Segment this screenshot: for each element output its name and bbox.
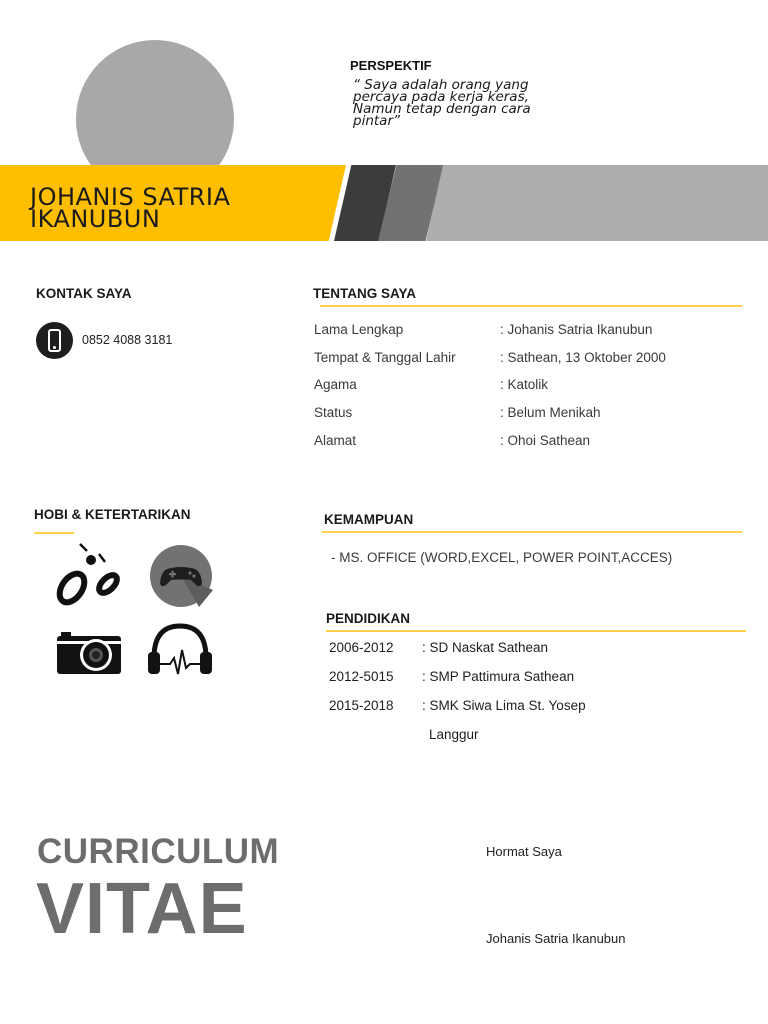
education-school-continuation: Langgur [429, 727, 479, 742]
headphones-icon [146, 620, 214, 678]
about-title-underline [320, 305, 742, 307]
about-value-status: : Belum Menikah [500, 405, 601, 420]
about-value-religion: : Katolik [500, 377, 549, 392]
skills-title-underline [322, 531, 742, 533]
education-year: 2015-2018 [329, 698, 394, 713]
perspective-line: Namun tetap dengan cara [353, 101, 531, 117]
perspective-line: pintar” [353, 113, 400, 129]
about-label-birth: Tempat & Tanggal Lahir [314, 350, 456, 365]
gamepad-icon [149, 545, 213, 607]
perspective-quote [353, 79, 583, 127]
name-line-1: JOHANIS SATRIA [30, 183, 231, 211]
education-year: 2012-5015 [329, 669, 394, 684]
about-label-address: Alamat [314, 433, 357, 448]
phone-icon-button [53, 346, 56, 349]
about-label-religion: Agama [314, 377, 357, 392]
education-school: : SMP Pattimura Sathean [422, 669, 575, 684]
about-title: TENTANG SAYA [313, 286, 417, 301]
name-line-2: IKANUBUN [30, 205, 161, 233]
about-label-status: Status [314, 405, 353, 420]
about-label-name: Lama Lengkap [314, 322, 404, 337]
curriculum-heading: CURRICULUM [37, 832, 280, 871]
education-school: : SMK Siwa Lima St. Yosep [422, 698, 586, 713]
contact-title: KONTAK SAYA [36, 286, 132, 301]
banner-stripe-light [426, 165, 768, 241]
perspective-title: PERSPEKTIF [350, 58, 432, 73]
ring-toss-icon [50, 540, 126, 608]
education-title-underline [326, 630, 746, 632]
education-year: 2006-2012 [329, 640, 394, 655]
phone-number: 0852 4088 3181 [82, 333, 173, 347]
full-name [30, 183, 330, 233]
regards-text: Hormat Saya [486, 844, 562, 859]
about-value-name: : Johanis Satria Ikanubun [500, 322, 653, 337]
education-title: PENDIDIKAN [326, 611, 411, 626]
perspective-line: “ Saya adalah orang yang [353, 77, 529, 93]
education-school: : SD Naskat Sathean [422, 640, 549, 655]
skill-item: - MS. OFFICE (WORD,EXCEL, POWER POINT,ACCES) [331, 550, 673, 565]
skills-title: KEMAMPUAN [324, 512, 414, 527]
vitae-heading: VITAE [36, 869, 248, 949]
about-value-address: : Ohoi Sathean [500, 433, 591, 448]
perspective-line: percaya pada kerja keras, [353, 89, 529, 105]
hobbies-title-underline [34, 532, 74, 534]
signature-name: Johanis Satria Ikanubun [486, 931, 626, 946]
about-value-birth: : Sathean, 13 Oktober 2000 [500, 350, 666, 365]
camera-icon [57, 630, 121, 674]
hobbies-title: HOBI & KETERTARIKAN [34, 507, 191, 522]
